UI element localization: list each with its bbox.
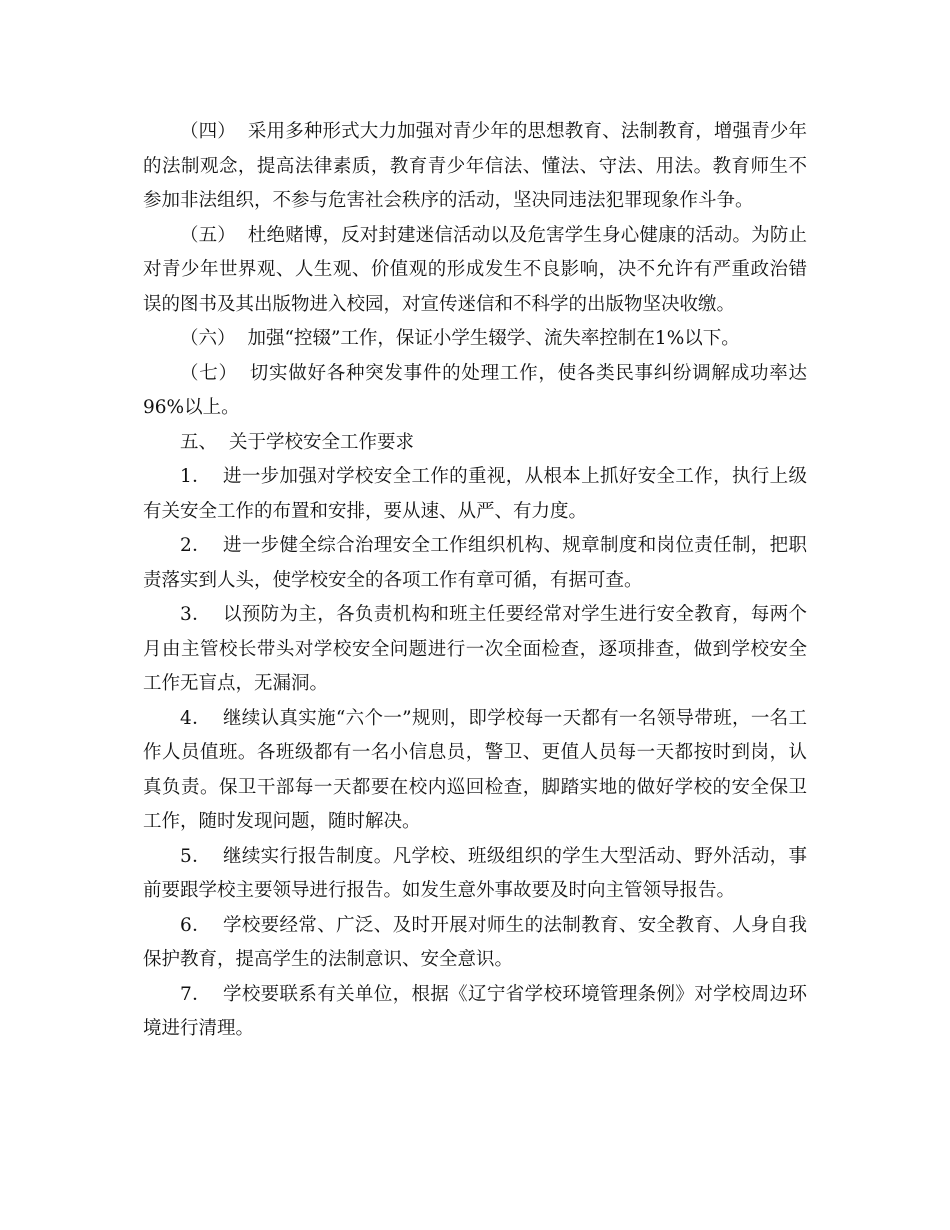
paragraph-text: 采用多种形式大力加强对青少年的思想教育、法制教育，增强青少年的法制观念，提高法律素质，教育青少年信法、懂法、守法、用法。教育师生不参加非法组织，不参与危害社会秩序的活动，坚决同违法犯罪现象作斗争。 — [143, 121, 807, 211]
item-text: 进一步健全综合治理安全工作组织机构、规章制度和岗位责任制，把职责落实到人头，使学校安全的各项工作有章可循，有据可查。 — [143, 535, 807, 591]
paragraph-text: 切实做好各种突发事件的处理工作，使各类民事纠纷调解成功率达96%以上。 — [143, 362, 807, 418]
paragraph-text: 杜绝赌博，反对封建迷信活动以及危害学生身心健康的活动。为防止对青少年世界观、人生观、价值观的形成发生不良影响，决不允许有严重政治错误的图书及其出版物进入校园，对宣传迷信和不科学的出版物坚决收缴。 — [143, 224, 807, 315]
paragraph-label: （五） — [180, 224, 236, 246]
section-title: 关于学校安全工作要求 — [229, 431, 415, 453]
item-label: 1． — [180, 466, 211, 487]
paragraph-7 — [143, 357, 807, 426]
item-2 — [143, 529, 807, 598]
paragraph-label: （七） — [180, 362, 238, 384]
item-label: 6． — [180, 914, 211, 936]
item-label: 7． — [180, 983, 211, 1005]
item-6 — [143, 909, 807, 978]
paragraph-text: 加强“控辍”工作，保证小学生辍学、流失率控制在1%以下。 — [247, 328, 740, 349]
item-text: 继续认真实施“六个一”规则，即学校每一天都有一名领导带班，一名工作人员值班。各班级都有一名小信息员，警卫、更值人员每一天都按时到岗，认真负责。保卫干部每一天都要在校内巡回检查，脚踏实地的做好学校的安全保卫工作，随时发现问题，随时解决。 — [143, 707, 807, 832]
item-text: 学校要经常、广泛、及时开展对师生的法制教育、安全教育、人身自我保护教育，提高学生的法制意识、安全意识。 — [143, 914, 807, 970]
paragraph-4 — [143, 115, 807, 219]
item-label: 2． — [180, 535, 211, 556]
item-text: 以预防为主，各负责机构和班主任要经常对学生进行安全教育，每两个月由主管校长带头对学校安全问题进行一次全面检查，逐项排查，做到学校安全工作无盲点，无漏洞。 — [143, 604, 807, 694]
paragraph-5 — [143, 219, 807, 323]
document-body — [143, 115, 807, 1047]
paragraph-6 — [143, 322, 807, 357]
item-label: 5． — [180, 845, 211, 867]
item-label: 4． — [180, 707, 211, 729]
item-7 — [143, 978, 807, 1047]
section-label: 五、 — [180, 431, 218, 453]
item-text: 继续实行报告制度。凡学校、班级组织的学生大型活动、野外活动，事前要跟学校主要领导进行报告。如发生意外事故要及时向主管领导报告。 — [143, 845, 807, 901]
item-1 — [143, 460, 807, 529]
item-text: 学校要联系有关单位，根据《辽宁省学校环境管理条例》对学校周边环境进行清理。 — [143, 983, 807, 1039]
paragraph-label: （四） — [180, 121, 236, 142]
paragraph-label: （六） — [180, 328, 236, 349]
item-label: 3． — [180, 604, 211, 625]
section-heading-5 — [143, 426, 807, 461]
item-text: 进一步加强对学校安全工作的重视，从根本上抓好安全工作，执行上级有关安全工作的布置和安排，要从速、从严、有力度。 — [143, 466, 807, 522]
item-3 — [143, 598, 807, 702]
item-5 — [143, 840, 807, 909]
item-4 — [143, 702, 807, 840]
